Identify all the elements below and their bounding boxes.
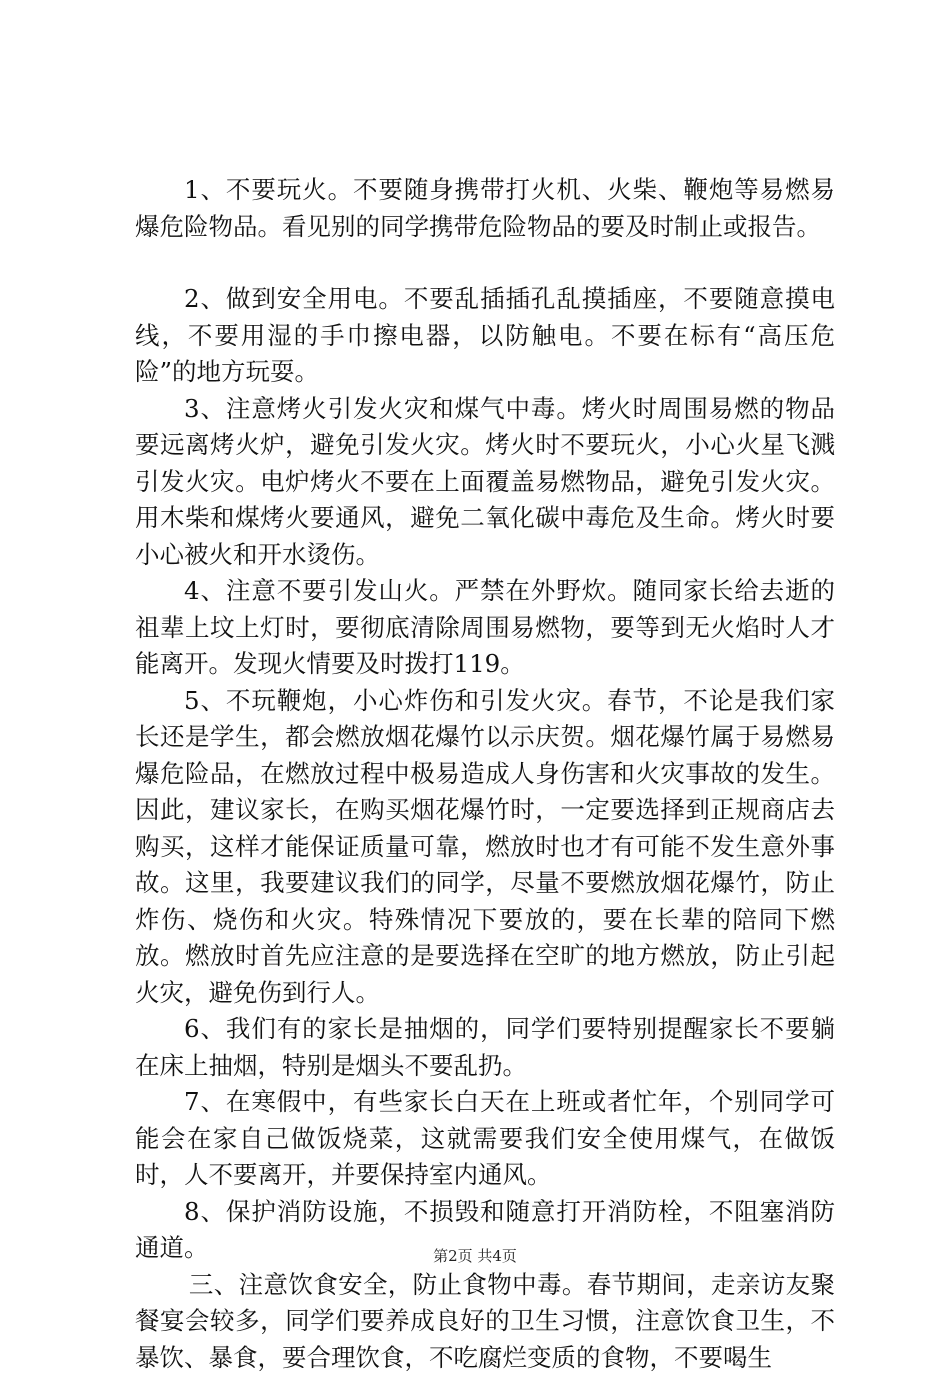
paragraph-8: 8、保护消防设施，不损毁和随意打开消防栓，不阻塞消防通道。: [135, 1194, 835, 1267]
paragraph-1: 1、不要玩火。不要随身携带打火机、火柴、鞭炮等易燃易爆危险物品。看见别的同学携带危险物品的要及时制止或报告。: [135, 172, 835, 245]
paragraph-9: 三、注意饮食安全，防止食物中毒。春节期间，走亲访友聚餐宴会较多，同学们要养成良好的卫生习惯，注意饮食卫生，不暴饮、暴食，要合理饮食，不吃腐烂变质的食物，不要喝生: [135, 1267, 835, 1376]
page-footer: 第2页 共4页: [0, 1246, 950, 1266]
paragraph-3: 3、注意烤火引发火灾和煤气中毒。烤火时周围易燃的物品要远离烤火炉，避免引发火灾。烤火时不要玩火，小心火星飞溅引发火灾。电炉烤火不要在上面覆盖易燃物品，避免引发火灾。用木柴和煤烤火要通风，避免二氧化碳中毒危及生命。烤火时要小心被火和开水烫伤。: [135, 391, 835, 574]
paragraph-6: 6、我们有的家长是抽烟的，同学们要特别提醒家长不要躺在床上抽烟，特别是烟头不要乱扔。: [135, 1011, 835, 1084]
document-body: [135, 172, 835, 1376]
paragraph-5: 5、不玩鞭炮，小心炸伤和引发火灾。春节，不论是我们家长还是学生，都会燃放烟花爆竹以示庆贺。烟花爆竹属于易燃易爆危险品，在燃放过程中极易造成人身伤害和火灾事故的发生。因此，建议家长，在购买烟花爆竹时，一定要选择到正规商店去购买，这样才能保证质量可靠，燃放时也才有可能不发生意外事故。这里，我要建议我们的同学，尽量不要燃放烟花爆竹，防止炸伤、烧伤和火灾。特殊情况下要放的，要在长辈的陪同下燃放。燃放时首先应注意的是要选择在空旷的地方燃放，防止引起火灾，避免伤到行人。: [135, 683, 835, 1012]
paragraph-7: 7、在寒假中，有些家长白天在上班或者忙年，个别同学可能会在家自己做饭烧菜，这就需要我们安全使用煤气，在做饭时，人不要离开，并要保持室内通风。: [135, 1084, 835, 1194]
paragraph-4: 4、注意不要引发山火。严禁在外野炊。随同家长给去逝的祖辈上坟上灯时，要彻底清除周围易燃物，要等到无火焰时人才能离开。发现火情要及时拨打119。: [135, 573, 835, 683]
paragraph-2: 2、做到安全用电。不要乱插插孔乱摸插座，不要随意摸电线，不要用湿的手巾擦电器，以防触电。不要在标有“高压危险”的地方玩耍。: [135, 281, 835, 391]
